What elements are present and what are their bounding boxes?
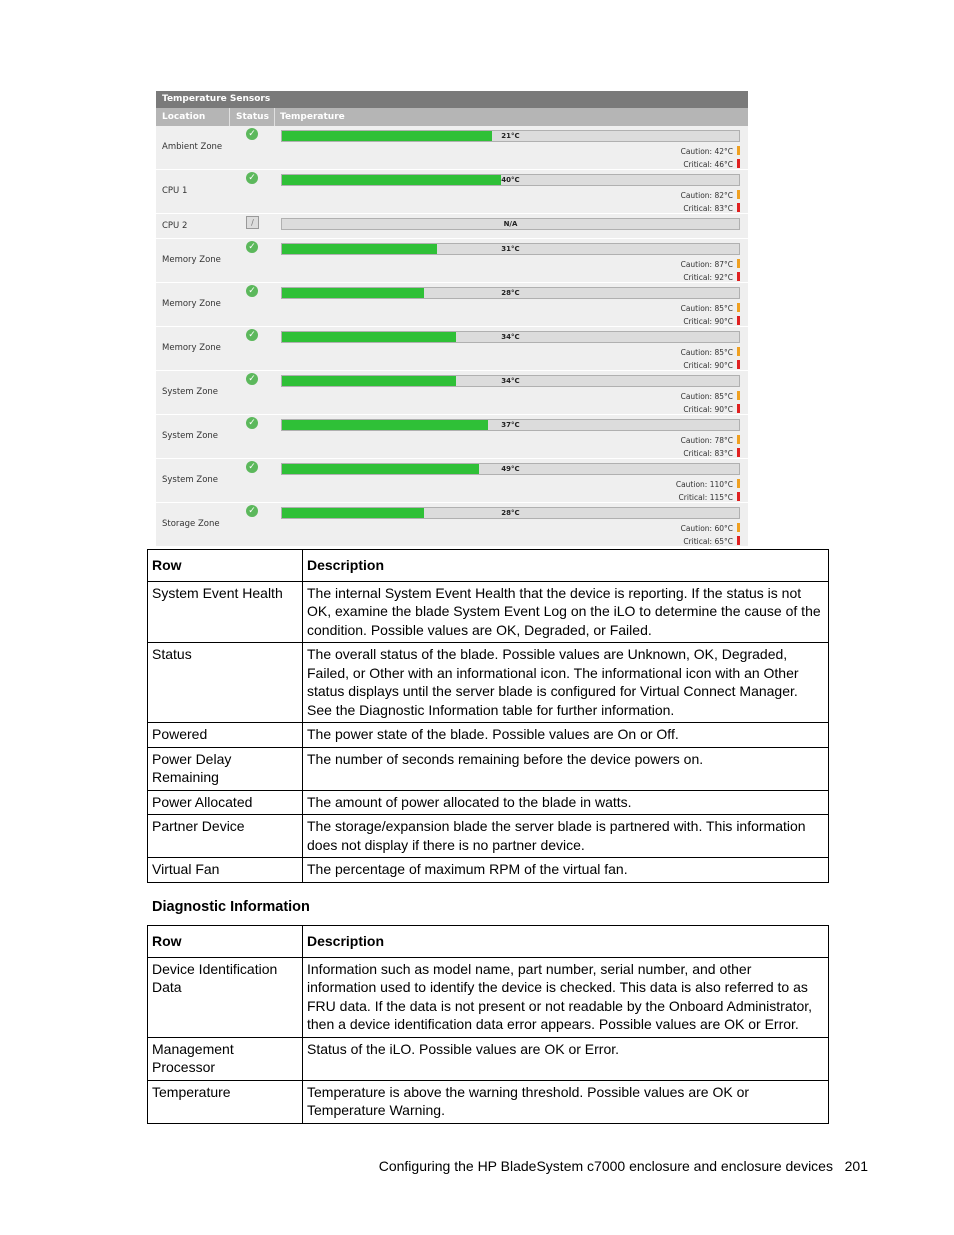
table-row xyxy=(148,1037,829,1080)
table-row xyxy=(148,747,829,790)
table-row xyxy=(148,581,829,643)
table-row xyxy=(148,957,829,1037)
not-available-icon: ∕ xyxy=(246,216,259,229)
sensor-row xyxy=(156,283,748,327)
temperature-value: 34°C xyxy=(501,377,520,385)
critical-text: Critical: 65°C xyxy=(683,537,733,546)
critical-marker xyxy=(737,360,740,369)
caution-marker xyxy=(737,303,740,312)
caution-text: Caution: 85°C xyxy=(680,348,733,357)
sensor-row xyxy=(156,126,748,170)
critical-marker xyxy=(737,492,740,501)
row-name: Management Processor xyxy=(148,1037,303,1080)
critical-marker xyxy=(737,316,740,325)
temperature-value: 37°C xyxy=(501,421,520,429)
caution-threshold xyxy=(681,146,740,156)
status-cell xyxy=(246,241,258,253)
caution-threshold xyxy=(681,523,740,533)
caution-marker xyxy=(737,479,740,488)
sensor-location: System Zone xyxy=(162,431,219,441)
sensor-rows xyxy=(156,126,748,547)
sensor-location: System Zone xyxy=(162,387,219,397)
row-name: Temperature xyxy=(148,1080,303,1123)
ok-check-icon: ✓ xyxy=(246,505,258,517)
caution-text: Caution: 78°C xyxy=(680,436,733,445)
sensor-row xyxy=(156,503,748,547)
status-cell xyxy=(246,505,258,517)
critical-marker xyxy=(737,159,740,168)
temperature-bar xyxy=(281,375,740,387)
column-status: Status xyxy=(236,112,269,122)
status-cell xyxy=(246,329,258,341)
blade-info-table xyxy=(147,549,829,883)
ok-check-icon: ✓ xyxy=(246,285,258,297)
ok-check-icon: ✓ xyxy=(246,172,258,184)
header-row: Row xyxy=(148,926,303,958)
caution-text: Caution: 110°C xyxy=(675,480,733,489)
temperature-value: 28°C xyxy=(501,509,520,517)
table-row xyxy=(148,723,829,748)
status-cell xyxy=(246,461,258,473)
caution-marker xyxy=(737,347,740,356)
ok-check-icon: ✓ xyxy=(246,128,258,140)
row-name: Device Identification Data xyxy=(148,957,303,1037)
sensor-location: Memory Zone xyxy=(162,343,221,353)
temperature-bar xyxy=(281,507,740,519)
caution-threshold xyxy=(681,347,740,357)
temperature-bar xyxy=(281,419,740,431)
row-description: Temperature is above the warning threshold. Possible values are OK or Temperature Warning. xyxy=(303,1080,829,1123)
column-location: Location xyxy=(162,112,206,122)
row-name: Power Delay Remaining xyxy=(148,747,303,790)
critical-threshold xyxy=(683,360,740,370)
diagnostic-info-table xyxy=(147,925,829,1124)
caution-text: Caution: 85°C xyxy=(680,304,733,313)
sensor-location: CPU 2 xyxy=(162,221,188,231)
critical-threshold xyxy=(683,159,740,169)
table-row xyxy=(148,790,829,815)
temperature-value: 40°C xyxy=(501,176,520,184)
row-description: The percentage of maximum RPM of the virtual fan. xyxy=(303,858,829,883)
ok-check-icon: ✓ xyxy=(246,417,258,429)
status-cell xyxy=(246,373,258,385)
caution-threshold xyxy=(681,303,740,313)
table-body xyxy=(148,957,829,1123)
caution-text: Caution: 87°C xyxy=(680,260,733,269)
section-heading: Diagnostic Information xyxy=(152,899,310,915)
critical-text: Critical: 83°C xyxy=(683,449,733,458)
panel-header xyxy=(156,108,748,126)
row-description: Information such as model name, part number, serial number, and other information used to identify the device is checked. This data is also referred to as FRU data. If the data is not present or not readable by the Onboard Administrator, then a device identification data error appears. Possible values are OK or Error. xyxy=(303,957,829,1037)
critical-threshold xyxy=(683,536,740,546)
critical-threshold xyxy=(679,492,740,502)
critical-marker xyxy=(737,272,740,281)
header-row: Row xyxy=(148,550,303,582)
sensor-location: Memory Zone xyxy=(162,299,221,309)
ok-check-icon: ✓ xyxy=(246,241,258,253)
row-name: Partner Device xyxy=(148,815,303,858)
caution-text: Caution: 85°C xyxy=(680,392,733,401)
caution-marker xyxy=(737,146,740,155)
sensor-row xyxy=(156,459,748,503)
row-description: The amount of power allocated to the blade in watts. xyxy=(303,790,829,815)
panel-title: Temperature Sensors xyxy=(156,91,748,108)
page-number: 201 xyxy=(844,1158,868,1174)
header-description: Description xyxy=(303,926,829,958)
caution-text: Caution: 60°C xyxy=(680,524,733,533)
caution-marker xyxy=(737,391,740,400)
caution-threshold xyxy=(681,190,740,200)
temperature-bar xyxy=(281,130,740,142)
temperature-bar xyxy=(281,287,740,299)
caution-threshold xyxy=(681,391,740,401)
caution-text: Caution: 82°C xyxy=(680,191,733,200)
critical-text: Critical: 46°C xyxy=(683,160,733,169)
caution-threshold xyxy=(681,435,740,445)
critical-text: Critical: 92°C xyxy=(683,273,733,282)
status-cell xyxy=(246,216,258,228)
row-name: Status xyxy=(148,643,303,723)
ok-check-icon: ✓ xyxy=(246,461,258,473)
row-name: Power Allocated xyxy=(148,790,303,815)
temperature-value: 34°C xyxy=(501,333,520,341)
temperature-bar xyxy=(281,174,740,186)
temperature-sensors-panel xyxy=(156,91,748,546)
critical-marker xyxy=(737,448,740,457)
caution-text: Caution: 42°C xyxy=(680,147,733,156)
critical-marker xyxy=(737,404,740,413)
ok-check-icon: ✓ xyxy=(246,373,258,385)
status-cell xyxy=(246,417,258,429)
table-row xyxy=(148,815,829,858)
table-row xyxy=(148,643,829,723)
ok-check-icon: ✓ xyxy=(246,329,258,341)
critical-text: Critical: 90°C xyxy=(683,317,733,326)
row-description: The storage/expansion blade the server blade is partnered with. This information does not display if there is no partner device. xyxy=(303,815,829,858)
caution-marker xyxy=(737,523,740,532)
table-row xyxy=(148,1080,829,1123)
sensor-row xyxy=(156,371,748,415)
caution-marker xyxy=(737,259,740,268)
row-description: Status of the iLO. Possible values are OK or Error. xyxy=(303,1037,829,1080)
temperature-value: 31°C xyxy=(501,245,520,253)
status-cell xyxy=(246,285,258,297)
caution-threshold xyxy=(681,259,740,269)
sensor-location: System Zone xyxy=(162,475,219,485)
temperature-value: N/A xyxy=(503,220,518,228)
critical-threshold xyxy=(683,404,740,414)
sensor-row xyxy=(156,327,748,371)
table-row xyxy=(148,858,829,883)
caution-threshold xyxy=(676,479,740,489)
row-name: Powered xyxy=(148,723,303,748)
sensor-location: CPU 1 xyxy=(162,186,188,196)
sensor-location: Ambient Zone xyxy=(162,142,223,152)
critical-threshold xyxy=(683,203,740,213)
row-description: The internal System Event Health that the device is reporting. If the status is not OK, examine the blade System Event Log on the iLO to determine the cause of the condition. Possible values are OK, Degraded, or Failed. xyxy=(303,581,829,643)
row-name: System Event Health xyxy=(148,581,303,643)
column-temperature: Temperature xyxy=(280,112,345,122)
row-description: The number of seconds remaining before the device powers on. xyxy=(303,747,829,790)
row-name: Virtual Fan xyxy=(148,858,303,883)
sensor-row xyxy=(156,170,748,214)
status-cell xyxy=(246,172,258,184)
header-description: Description xyxy=(303,550,829,582)
row-description: The overall status of the blade. Possible values are Unknown, OK, Degraded, Failed, or Other with an informational icon. The informational icon with an Other status displays until the server blade is configured for Virtual Connect Manager. See the Diagnostic Information table for further information. xyxy=(303,643,829,723)
critical-text: Critical: 83°C xyxy=(683,204,733,213)
table-body xyxy=(148,581,829,882)
table-header-row xyxy=(148,550,829,582)
critical-text: Critical: 115°C xyxy=(678,493,733,502)
critical-threshold xyxy=(683,448,740,458)
critical-text: Critical: 90°C xyxy=(683,361,733,370)
temperature-bar xyxy=(281,463,740,475)
caution-marker xyxy=(737,190,740,199)
sensor-location: Memory Zone xyxy=(162,255,221,265)
critical-threshold xyxy=(683,316,740,326)
critical-marker xyxy=(737,536,740,545)
footer-text: Configuring the HP BladeSystem c7000 enclosure and enclosure devices xyxy=(378,1158,833,1174)
status-cell xyxy=(246,128,258,140)
temperature-bar xyxy=(281,331,740,343)
row-description: The power state of the blade. Possible values are On or Off. xyxy=(303,723,829,748)
temperature-bar xyxy=(281,243,740,255)
sensor-row xyxy=(156,239,748,283)
page-footer xyxy=(379,1158,868,1174)
critical-threshold xyxy=(683,272,740,282)
critical-marker xyxy=(737,203,740,212)
sensor-location: Storage Zone xyxy=(162,519,220,529)
sensor-row xyxy=(156,214,748,239)
temperature-value: 28°C xyxy=(501,289,520,297)
caution-marker xyxy=(737,435,740,444)
temperature-bar xyxy=(281,218,740,230)
table-header-row xyxy=(148,926,829,958)
critical-text: Critical: 90°C xyxy=(683,405,733,414)
temperature-value: 21°C xyxy=(501,132,520,140)
sensor-row xyxy=(156,415,748,459)
temperature-value: 49°C xyxy=(501,465,520,473)
